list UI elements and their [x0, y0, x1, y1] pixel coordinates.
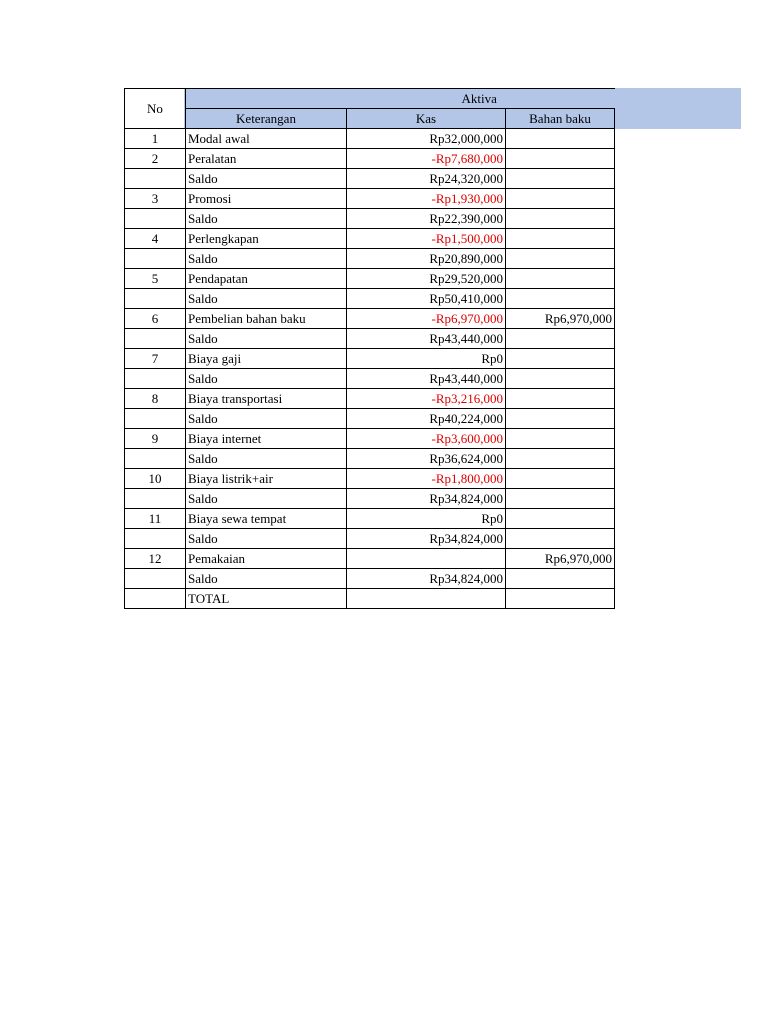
row-bahan-baku-cell[interactable]: Rp6,970,000	[506, 309, 615, 329]
row-keterangan-cell[interactable]: Saldo	[186, 569, 347, 589]
table-row	[125, 489, 615, 509]
header-row-sub	[125, 109, 615, 129]
table-row	[125, 449, 615, 469]
row-keterangan-cell[interactable]: Saldo	[186, 409, 347, 429]
row-bahan-baku-cell[interactable]	[506, 569, 615, 589]
row-no-cell[interactable]	[125, 249, 186, 269]
header-aktiva: Aktiva	[186, 89, 615, 109]
row-keterangan-cell[interactable]: Saldo	[186, 369, 347, 389]
row-kas-cell[interactable]	[347, 589, 506, 609]
row-kas-cell[interactable]: Rp29,520,000	[347, 269, 506, 289]
row-keterangan-cell[interactable]: Pendapatan	[186, 269, 347, 289]
table-row	[125, 469, 615, 489]
row-keterangan-cell[interactable]: Saldo	[186, 289, 347, 309]
row-keterangan-cell[interactable]: Biaya internet	[186, 429, 347, 449]
row-kas-cell[interactable]: Rp34,824,000	[347, 569, 506, 589]
row-kas-cell[interactable]: -Rp7,680,000	[347, 149, 506, 169]
table-row	[125, 249, 615, 269]
row-bahan-baku-cell[interactable]	[506, 449, 615, 469]
row-kas-cell[interactable]: Rp34,824,000	[347, 529, 506, 549]
row-bahan-baku-cell[interactable]	[506, 189, 615, 209]
row-bahan-baku-cell[interactable]	[506, 409, 615, 429]
row-kas-cell[interactable]: Rp40,224,000	[347, 409, 506, 429]
row-kas-cell[interactable]: Rp34,824,000	[347, 489, 506, 509]
row-keterangan-cell[interactable]: Saldo	[186, 329, 347, 349]
row-bahan-baku-cell[interactable]	[506, 329, 615, 349]
row-no-cell[interactable]	[125, 289, 186, 309]
row-keterangan-cell[interactable]: Peralatan	[186, 149, 347, 169]
row-no-cell[interactable]: 1	[125, 129, 186, 149]
row-keterangan-cell[interactable]: Pembelian bahan baku	[186, 309, 347, 329]
row-keterangan-cell[interactable]: Biaya sewa tempat	[186, 509, 347, 529]
table-row	[125, 429, 615, 449]
row-bahan-baku-cell[interactable]	[506, 289, 615, 309]
row-bahan-baku-cell[interactable]	[506, 249, 615, 269]
row-no-cell[interactable]	[125, 569, 186, 589]
row-kas-cell[interactable]: -Rp1,930,000	[347, 189, 506, 209]
row-keterangan-cell[interactable]: Promosi	[186, 189, 347, 209]
row-no-cell[interactable]	[125, 449, 186, 469]
row-bahan-baku-cell[interactable]	[506, 509, 615, 529]
table-row	[125, 529, 615, 549]
row-keterangan-cell[interactable]: Saldo	[186, 529, 347, 549]
row-no-cell[interactable]	[125, 529, 186, 549]
table-row	[125, 209, 615, 229]
row-kas-cell[interactable]: Rp0	[347, 349, 506, 369]
row-bahan-baku-cell[interactable]	[506, 429, 615, 449]
table-row	[125, 409, 615, 429]
row-bahan-baku-cell[interactable]	[506, 369, 615, 389]
row-no-cell[interactable]: 3	[125, 189, 186, 209]
table-row	[125, 549, 615, 569]
table-row	[125, 169, 615, 189]
row-keterangan-cell[interactable]: Pemakaian	[186, 549, 347, 569]
row-keterangan-cell[interactable]: Modal awal	[186, 129, 347, 149]
table-row	[125, 369, 615, 389]
table-row	[125, 589, 615, 609]
table-row	[125, 269, 615, 289]
row-no-cell[interactable]	[125, 209, 186, 229]
row-keterangan-cell[interactable]: Saldo	[186, 169, 347, 189]
header-bahan-baku: Bahan baku	[506, 109, 615, 129]
table-row	[125, 329, 615, 349]
row-kas-cell[interactable]: -Rp1,500,000	[347, 229, 506, 249]
row-kas-cell[interactable]: Rp22,390,000	[347, 209, 506, 229]
row-no-cell[interactable]: 6	[125, 309, 186, 329]
row-no-cell[interactable]	[125, 409, 186, 429]
row-kas-cell[interactable]: Rp20,890,000	[347, 249, 506, 269]
row-kas-cell[interactable]: Rp24,320,000	[347, 169, 506, 189]
header-row-top	[125, 89, 615, 109]
row-keterangan-cell[interactable]: Biaya transportasi	[186, 389, 347, 409]
row-bahan-baku-cell[interactable]	[506, 229, 615, 249]
row-bahan-baku-cell[interactable]	[506, 349, 615, 369]
table-row	[125, 149, 615, 169]
row-no-cell[interactable]: 11	[125, 509, 186, 529]
row-bahan-baku-cell[interactable]	[506, 209, 615, 229]
row-no-cell[interactable]: 10	[125, 469, 186, 489]
row-no-cell[interactable]: 9	[125, 429, 186, 449]
row-no-cell[interactable]: 8	[125, 389, 186, 409]
row-bahan-baku-cell[interactable]	[506, 589, 615, 609]
header-kas: Kas	[347, 109, 506, 129]
table-row	[125, 309, 615, 329]
row-keterangan-cell[interactable]: Saldo	[186, 489, 347, 509]
row-no-cell[interactable]	[125, 169, 186, 189]
row-no-cell[interactable]: 7	[125, 349, 186, 369]
row-kas-cell[interactable]: Rp0	[347, 509, 506, 529]
row-bahan-baku-cell[interactable]	[506, 489, 615, 509]
row-bahan-baku-cell[interactable]	[506, 149, 615, 169]
row-bahan-baku-cell[interactable]	[506, 169, 615, 189]
row-no-cell[interactable]	[125, 489, 186, 509]
row-kas-cell[interactable]: -Rp6,970,000	[347, 309, 506, 329]
row-no-cell[interactable]: 5	[125, 269, 186, 289]
row-kas-cell[interactable]: Rp36,624,000	[347, 449, 506, 469]
row-no-cell[interactable]: 2	[125, 149, 186, 169]
row-bahan-baku-cell[interactable]	[506, 469, 615, 489]
row-keterangan-cell[interactable]: Biaya listrik+air	[186, 469, 347, 489]
header-no: No	[125, 89, 186, 129]
row-kas-cell[interactable]: -Rp3,600,000	[347, 429, 506, 449]
row-keterangan-cell[interactable]: TOTAL	[186, 589, 347, 609]
table-row	[125, 389, 615, 409]
row-keterangan-cell[interactable]: Saldo	[186, 449, 347, 469]
row-keterangan-cell[interactable]: Perlengkapan	[186, 229, 347, 249]
row-bahan-baku-cell[interactable]	[506, 129, 615, 149]
ledger-body	[125, 129, 615, 609]
table-row	[125, 189, 615, 209]
table-row	[125, 129, 615, 149]
row-kas-cell[interactable]: -Rp1,800,000	[347, 469, 506, 489]
row-bahan-baku-cell[interactable]	[506, 269, 615, 289]
row-kas-cell[interactable]: Rp43,440,000	[347, 369, 506, 389]
header-keterangan: Keterangan	[186, 109, 347, 129]
row-no-cell[interactable]: 4	[125, 229, 186, 249]
ledger-table	[124, 88, 615, 609]
row-no-cell[interactable]	[125, 589, 186, 609]
table-row	[125, 289, 615, 309]
row-no-cell[interactable]	[125, 329, 186, 349]
row-kas-cell[interactable]: Rp50,410,000	[347, 289, 506, 309]
table-row	[125, 349, 615, 369]
row-bahan-baku-cell[interactable]: Rp6,970,000	[506, 549, 615, 569]
row-keterangan-cell[interactable]: Saldo	[186, 209, 347, 229]
row-kas-cell[interactable]: Rp43,440,000	[347, 329, 506, 349]
row-kas-cell[interactable]	[347, 549, 506, 569]
table-row	[125, 569, 615, 589]
row-keterangan-cell[interactable]: Saldo	[186, 249, 347, 269]
row-no-cell[interactable]: 12	[125, 549, 186, 569]
row-kas-cell[interactable]: -Rp3,216,000	[347, 389, 506, 409]
row-bahan-baku-cell[interactable]	[506, 529, 615, 549]
table-row	[125, 229, 615, 249]
row-keterangan-cell[interactable]: Biaya gaji	[186, 349, 347, 369]
table-row	[125, 509, 615, 529]
row-no-cell[interactable]	[125, 369, 186, 389]
row-kas-cell[interactable]: Rp32,000,000	[347, 129, 506, 149]
row-bahan-baku-cell[interactable]	[506, 389, 615, 409]
